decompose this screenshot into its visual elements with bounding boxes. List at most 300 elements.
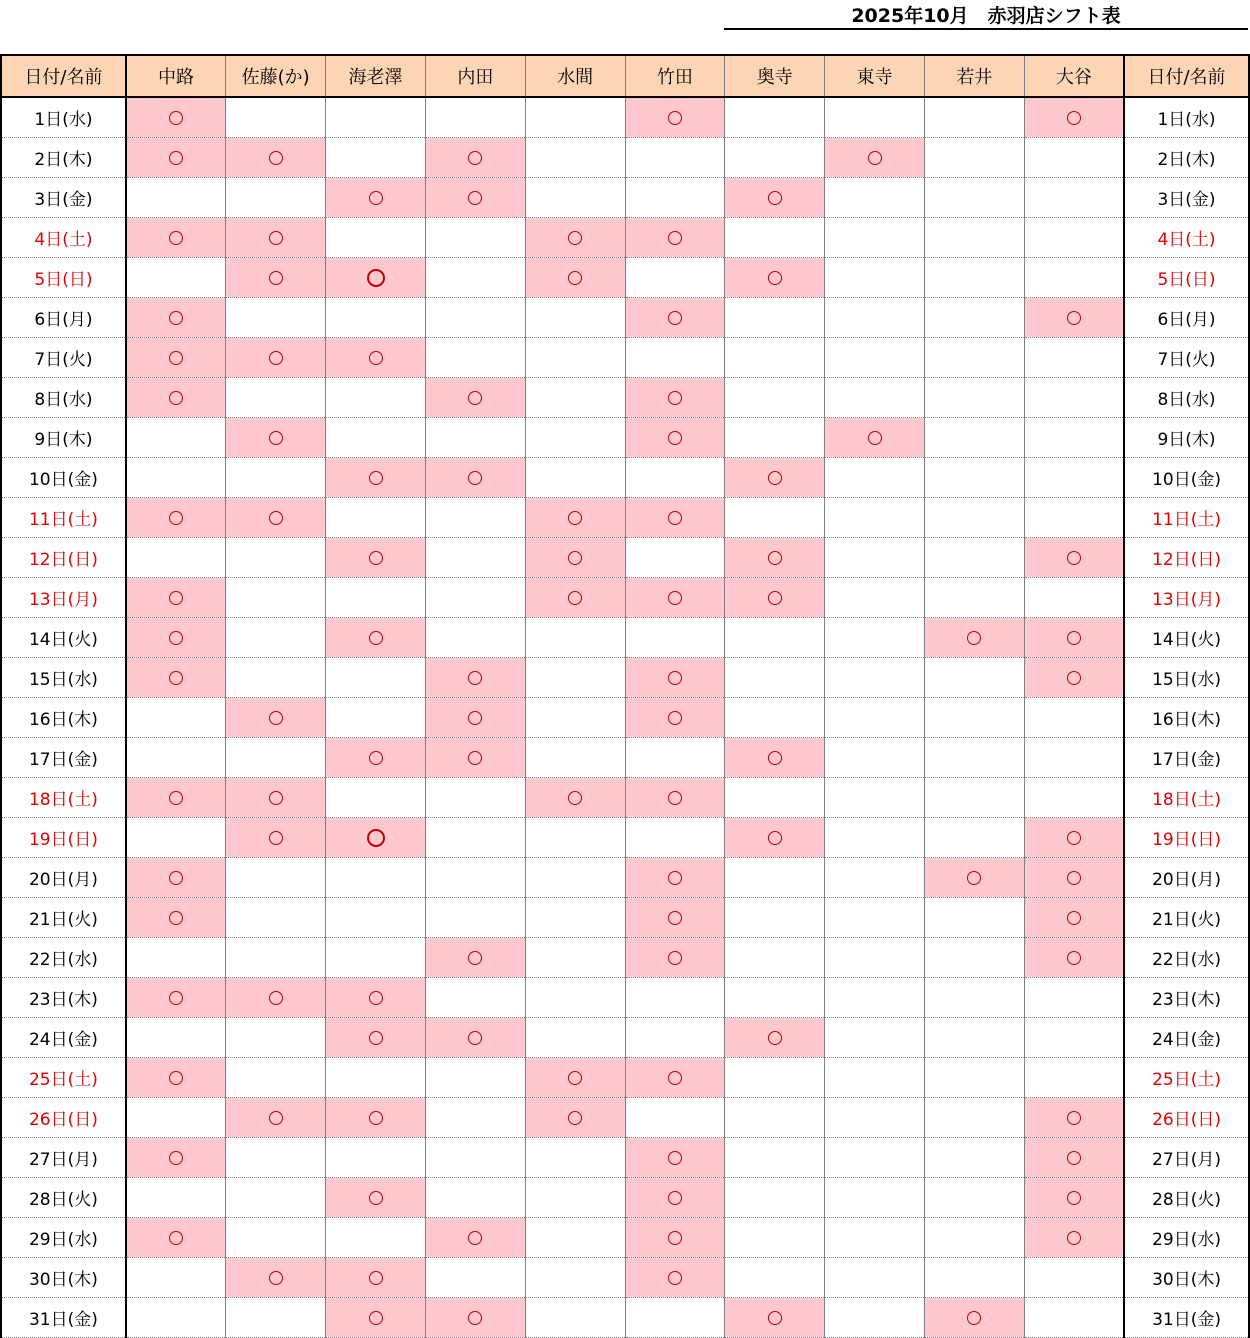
- shift-cell[interactable]: [425, 1098, 525, 1138]
- shift-cell[interactable]: [1024, 978, 1124, 1018]
- shift-cell[interactable]: [825, 258, 925, 298]
- shift-cell[interactable]: [126, 1298, 226, 1338]
- shift-cell[interactable]: [825, 418, 925, 458]
- shift-cell[interactable]: [725, 258, 825, 298]
- shift-cell[interactable]: [425, 178, 525, 218]
- shift-cell[interactable]: [326, 458, 426, 498]
- shift-cell[interactable]: [226, 1258, 326, 1298]
- shift-cell[interactable]: [1024, 1178, 1124, 1218]
- shift-cell[interactable]: [725, 458, 825, 498]
- shift-cell[interactable]: [126, 178, 226, 218]
- date-cell-right[interactable]: 18日(土): [1124, 778, 1249, 818]
- shift-cell[interactable]: [625, 178, 725, 218]
- date-cell[interactable]: 23日(木): [1, 978, 126, 1018]
- shift-cell[interactable]: [226, 1098, 326, 1138]
- date-cell-right[interactable]: 4日(土): [1124, 218, 1249, 258]
- shift-cell[interactable]: [525, 818, 625, 858]
- date-cell-right[interactable]: 16日(木): [1124, 698, 1249, 738]
- shift-cell[interactable]: [725, 978, 825, 1018]
- date-cell[interactable]: 2日(木): [1, 138, 126, 178]
- shift-cell[interactable]: [226, 138, 326, 178]
- shift-cell[interactable]: [226, 898, 326, 938]
- shift-cell[interactable]: [924, 338, 1024, 378]
- shift-cell[interactable]: [825, 658, 925, 698]
- shift-cell[interactable]: [126, 538, 226, 578]
- header-name[interactable]: 佐藤(か): [226, 55, 326, 97]
- shift-cell[interactable]: [725, 418, 825, 458]
- shift-cell[interactable]: [725, 738, 825, 778]
- date-cell-right[interactable]: 28日(火): [1124, 1178, 1249, 1218]
- shift-cell[interactable]: [525, 698, 625, 738]
- date-cell-right[interactable]: 27日(月): [1124, 1138, 1249, 1178]
- shift-cell[interactable]: [1024, 178, 1124, 218]
- date-cell-right[interactable]: 22日(水): [1124, 938, 1249, 978]
- shift-cell[interactable]: [326, 1178, 426, 1218]
- shift-cell[interactable]: [825, 378, 925, 418]
- shift-cell[interactable]: [825, 1178, 925, 1218]
- shift-cell[interactable]: [126, 658, 226, 698]
- shift-cell[interactable]: [625, 138, 725, 178]
- date-cell[interactable]: 4日(土): [1, 218, 126, 258]
- date-cell[interactable]: 29日(水): [1, 1218, 126, 1258]
- shift-cell[interactable]: [226, 298, 326, 338]
- shift-cell[interactable]: [326, 218, 426, 258]
- shift-cell[interactable]: [226, 1138, 326, 1178]
- shift-cell[interactable]: [425, 938, 525, 978]
- shift-cell[interactable]: [924, 778, 1024, 818]
- shift-cell[interactable]: [825, 97, 925, 138]
- shift-cell[interactable]: [725, 338, 825, 378]
- shift-cell[interactable]: [625, 1138, 725, 1178]
- date-cell[interactable]: 31日(金): [1, 1298, 126, 1338]
- shift-cell[interactable]: [825, 1018, 925, 1058]
- shift-cell[interactable]: [1024, 778, 1124, 818]
- shift-cell[interactable]: [725, 698, 825, 738]
- shift-cell[interactable]: [924, 458, 1024, 498]
- shift-cell[interactable]: [425, 138, 525, 178]
- shift-cell[interactable]: [1024, 458, 1124, 498]
- shift-cell[interactable]: [625, 418, 725, 458]
- shift-cell[interactable]: [924, 978, 1024, 1018]
- shift-cell[interactable]: [525, 1298, 625, 1338]
- shift-cell[interactable]: [525, 578, 625, 618]
- shift-cell[interactable]: [326, 618, 426, 658]
- date-cell[interactable]: 19日(日): [1, 818, 126, 858]
- date-cell-right[interactable]: 14日(火): [1124, 618, 1249, 658]
- shift-cell[interactable]: [825, 938, 925, 978]
- date-cell-right[interactable]: 20日(月): [1124, 858, 1249, 898]
- shift-cell[interactable]: [725, 1058, 825, 1098]
- shift-cell[interactable]: [625, 1298, 725, 1338]
- shift-cell[interactable]: [825, 818, 925, 858]
- shift-cell[interactable]: [326, 698, 426, 738]
- shift-cell[interactable]: [525, 1178, 625, 1218]
- shift-cell[interactable]: [425, 858, 525, 898]
- shift-cell[interactable]: [425, 898, 525, 938]
- shift-cell[interactable]: [1024, 618, 1124, 658]
- shift-cell[interactable]: [326, 1218, 426, 1258]
- shift-cell[interactable]: [226, 538, 326, 578]
- shift-cell[interactable]: [126, 1258, 226, 1298]
- shift-cell[interactable]: [825, 978, 925, 1018]
- shift-cell[interactable]: [525, 858, 625, 898]
- shift-cell[interactable]: [326, 1258, 426, 1298]
- shift-cell[interactable]: [825, 498, 925, 538]
- shift-cell[interactable]: [525, 298, 625, 338]
- shift-cell[interactable]: [725, 898, 825, 938]
- shift-cell[interactable]: [625, 1058, 725, 1098]
- shift-cell[interactable]: [725, 1178, 825, 1218]
- shift-cell[interactable]: [326, 858, 426, 898]
- shift-cell[interactable]: [725, 97, 825, 138]
- shift-cell[interactable]: [1024, 498, 1124, 538]
- date-cell[interactable]: 22日(水): [1, 938, 126, 978]
- shift-cell[interactable]: [425, 498, 525, 538]
- shift-cell[interactable]: [1024, 1218, 1124, 1258]
- shift-cell[interactable]: [924, 698, 1024, 738]
- shift-cell[interactable]: [924, 658, 1024, 698]
- date-cell[interactable]: 15日(水): [1, 658, 126, 698]
- shift-cell[interactable]: [625, 938, 725, 978]
- shift-cell[interactable]: [725, 1018, 825, 1058]
- shift-cell[interactable]: [425, 818, 525, 858]
- date-cell-right[interactable]: 1日(水): [1124, 97, 1249, 138]
- shift-cell[interactable]: [525, 618, 625, 658]
- shift-cell[interactable]: [924, 378, 1024, 418]
- header-name[interactable]: 水間: [525, 55, 625, 97]
- shift-cell[interactable]: [924, 538, 1024, 578]
- date-cell-right[interactable]: 29日(水): [1124, 1218, 1249, 1258]
- shift-cell[interactable]: [126, 618, 226, 658]
- shift-cell[interactable]: [625, 1258, 725, 1298]
- shift-cell[interactable]: [425, 1258, 525, 1298]
- shift-cell[interactable]: [924, 818, 1024, 858]
- shift-cell[interactable]: [725, 1138, 825, 1178]
- date-cell-right[interactable]: 13日(月): [1124, 578, 1249, 618]
- date-cell-right[interactable]: 6日(月): [1124, 298, 1249, 338]
- shift-cell[interactable]: [126, 498, 226, 538]
- shift-cell[interactable]: [924, 1098, 1024, 1138]
- shift-cell[interactable]: [425, 618, 525, 658]
- shift-cell[interactable]: [226, 458, 326, 498]
- header-name[interactable]: 大谷: [1024, 55, 1124, 97]
- shift-cell[interactable]: [226, 578, 326, 618]
- shift-cell[interactable]: [126, 378, 226, 418]
- date-cell[interactable]: 10日(金): [1, 458, 126, 498]
- date-cell-right[interactable]: 17日(金): [1124, 738, 1249, 778]
- shift-cell[interactable]: [924, 1298, 1024, 1338]
- shift-cell[interactable]: [126, 218, 226, 258]
- shift-cell[interactable]: [1024, 578, 1124, 618]
- shift-cell[interactable]: [226, 178, 326, 218]
- shift-cell[interactable]: [525, 538, 625, 578]
- shift-cell[interactable]: [725, 1098, 825, 1138]
- shift-cell[interactable]: [924, 1218, 1024, 1258]
- date-cell-right[interactable]: 3日(金): [1124, 178, 1249, 218]
- shift-cell[interactable]: [924, 178, 1024, 218]
- shift-cell[interactable]: [625, 218, 725, 258]
- header-name[interactable]: 中路: [126, 55, 226, 97]
- shift-cell[interactable]: [126, 1178, 226, 1218]
- shift-cell[interactable]: [126, 1058, 226, 1098]
- shift-cell[interactable]: [1024, 218, 1124, 258]
- shift-cell[interactable]: [625, 298, 725, 338]
- shift-cell[interactable]: [1024, 938, 1124, 978]
- shift-cell[interactable]: [425, 418, 525, 458]
- shift-cell[interactable]: [326, 338, 426, 378]
- shift-cell[interactable]: [825, 138, 925, 178]
- shift-cell[interactable]: [126, 138, 226, 178]
- shift-cell[interactable]: [825, 1138, 925, 1178]
- shift-cell[interactable]: [924, 498, 1024, 538]
- date-cell[interactable]: 6日(月): [1, 298, 126, 338]
- shift-cell[interactable]: [126, 978, 226, 1018]
- shift-cell[interactable]: [725, 578, 825, 618]
- shift-cell[interactable]: [1024, 258, 1124, 298]
- shift-cell[interactable]: [1024, 418, 1124, 458]
- header-name[interactable]: 海老澤: [326, 55, 426, 97]
- shift-cell[interactable]: [1024, 1258, 1124, 1298]
- shift-cell[interactable]: [1024, 1058, 1124, 1098]
- date-cell[interactable]: 25日(土): [1, 1058, 126, 1098]
- date-cell[interactable]: 7日(火): [1, 338, 126, 378]
- shift-cell[interactable]: [1024, 818, 1124, 858]
- shift-cell[interactable]: [226, 738, 326, 778]
- shift-cell[interactable]: [924, 858, 1024, 898]
- date-cell[interactable]: 3日(金): [1, 178, 126, 218]
- shift-cell[interactable]: [226, 938, 326, 978]
- shift-cell[interactable]: [525, 458, 625, 498]
- shift-cell[interactable]: [525, 898, 625, 938]
- shift-cell[interactable]: [1024, 898, 1124, 938]
- date-cell-right[interactable]: 10日(金): [1124, 458, 1249, 498]
- shift-cell[interactable]: [326, 1138, 426, 1178]
- shift-cell[interactable]: [924, 938, 1024, 978]
- date-cell[interactable]: 16日(木): [1, 698, 126, 738]
- shift-cell[interactable]: [825, 858, 925, 898]
- shift-cell[interactable]: [1024, 658, 1124, 698]
- date-cell-right[interactable]: 9日(木): [1124, 418, 1249, 458]
- shift-cell[interactable]: [924, 258, 1024, 298]
- shift-cell[interactable]: [525, 1058, 625, 1098]
- shift-cell[interactable]: [725, 378, 825, 418]
- shift-cell[interactable]: [625, 378, 725, 418]
- shift-cell[interactable]: [825, 1298, 925, 1338]
- shift-cell[interactable]: [1024, 298, 1124, 338]
- shift-cell[interactable]: [924, 1018, 1024, 1058]
- shift-cell[interactable]: [924, 898, 1024, 938]
- shift-cell[interactable]: [425, 578, 525, 618]
- date-cell[interactable]: 14日(火): [1, 618, 126, 658]
- shift-cell[interactable]: [126, 1138, 226, 1178]
- shift-cell[interactable]: [126, 738, 226, 778]
- shift-cell[interactable]: [126, 1098, 226, 1138]
- shift-cell[interactable]: [226, 498, 326, 538]
- shift-cell[interactable]: [226, 978, 326, 1018]
- shift-cell[interactable]: [525, 1098, 625, 1138]
- shift-cell[interactable]: [126, 418, 226, 458]
- shift-cell[interactable]: [326, 418, 426, 458]
- shift-cell[interactable]: [625, 818, 725, 858]
- shift-cell[interactable]: [525, 258, 625, 298]
- shift-cell[interactable]: [725, 498, 825, 538]
- date-cell[interactable]: 28日(火): [1, 1178, 126, 1218]
- shift-cell[interactable]: [425, 738, 525, 778]
- shift-cell[interactable]: [326, 738, 426, 778]
- header-name[interactable]: 若井: [924, 55, 1024, 97]
- shift-cell[interactable]: [525, 418, 625, 458]
- shift-cell[interactable]: [625, 258, 725, 298]
- shift-cell[interactable]: [625, 1218, 725, 1258]
- shift-cell[interactable]: [326, 258, 426, 298]
- shift-cell[interactable]: [625, 1018, 725, 1058]
- date-cell-right[interactable]: 30日(木): [1124, 1258, 1249, 1298]
- header-name[interactable]: 竹田: [625, 55, 725, 97]
- shift-cell[interactable]: [226, 658, 326, 698]
- shift-cell[interactable]: [425, 298, 525, 338]
- shift-cell[interactable]: [725, 138, 825, 178]
- shift-cell[interactable]: [326, 97, 426, 138]
- shift-cell[interactable]: [425, 658, 525, 698]
- shift-cell[interactable]: [525, 1258, 625, 1298]
- date-cell[interactable]: 13日(月): [1, 578, 126, 618]
- shift-cell[interactable]: [126, 858, 226, 898]
- shift-cell[interactable]: [924, 298, 1024, 338]
- shift-cell[interactable]: [924, 1258, 1024, 1298]
- shift-cell[interactable]: [1024, 97, 1124, 138]
- shift-cell[interactable]: [1024, 1018, 1124, 1058]
- shift-cell[interactable]: [525, 338, 625, 378]
- shift-cell[interactable]: [425, 1298, 525, 1338]
- shift-cell[interactable]: [725, 818, 825, 858]
- shift-cell[interactable]: [226, 1178, 326, 1218]
- shift-cell[interactable]: [326, 178, 426, 218]
- shift-cell[interactable]: [625, 458, 725, 498]
- header-name[interactable]: 奥寺: [725, 55, 825, 97]
- header-name[interactable]: 東寺: [825, 55, 925, 97]
- header-date-right[interactable]: 日付/名前: [1124, 55, 1249, 97]
- shift-cell[interactable]: [126, 1218, 226, 1258]
- shift-cell[interactable]: [126, 898, 226, 938]
- shift-cell[interactable]: [525, 778, 625, 818]
- shift-cell[interactable]: [326, 778, 426, 818]
- shift-cell[interactable]: [625, 858, 725, 898]
- date-cell-right[interactable]: 26日(日): [1124, 1098, 1249, 1138]
- date-cell[interactable]: 17日(金): [1, 738, 126, 778]
- date-cell[interactable]: 30日(木): [1, 1258, 126, 1298]
- date-cell-right[interactable]: 19日(日): [1124, 818, 1249, 858]
- shift-cell[interactable]: [825, 698, 925, 738]
- shift-cell[interactable]: [725, 778, 825, 818]
- date-cell-right[interactable]: 5日(日): [1124, 258, 1249, 298]
- date-cell[interactable]: 1日(水): [1, 97, 126, 138]
- shift-cell[interactable]: [126, 258, 226, 298]
- date-cell-right[interactable]: 23日(木): [1124, 978, 1249, 1018]
- date-cell[interactable]: 24日(金): [1, 1018, 126, 1058]
- shift-cell[interactable]: [924, 138, 1024, 178]
- shift-cell[interactable]: [226, 858, 326, 898]
- date-cell-right[interactable]: 21日(火): [1124, 898, 1249, 938]
- shift-cell[interactable]: [825, 1058, 925, 1098]
- shift-cell[interactable]: [226, 618, 326, 658]
- shift-cell[interactable]: [226, 97, 326, 138]
- date-cell-right[interactable]: 8日(水): [1124, 378, 1249, 418]
- shift-cell[interactable]: [126, 458, 226, 498]
- date-cell[interactable]: 27日(月): [1, 1138, 126, 1178]
- shift-cell[interactable]: [226, 698, 326, 738]
- shift-cell[interactable]: [825, 1258, 925, 1298]
- shift-cell[interactable]: [326, 578, 426, 618]
- shift-cell[interactable]: [126, 578, 226, 618]
- shift-cell[interactable]: [825, 298, 925, 338]
- shift-cell[interactable]: [625, 498, 725, 538]
- shift-cell[interactable]: [525, 738, 625, 778]
- date-cell-right[interactable]: 24日(金): [1124, 1018, 1249, 1058]
- shift-cell[interactable]: [625, 698, 725, 738]
- shift-cell[interactable]: [924, 218, 1024, 258]
- shift-cell[interactable]: [326, 378, 426, 418]
- shift-cell[interactable]: [326, 538, 426, 578]
- shift-cell[interactable]: [725, 858, 825, 898]
- shift-cell[interactable]: [725, 658, 825, 698]
- shift-cell[interactable]: [226, 1018, 326, 1058]
- shift-cell[interactable]: [825, 578, 925, 618]
- date-cell-right[interactable]: 15日(水): [1124, 658, 1249, 698]
- shift-cell[interactable]: [425, 378, 525, 418]
- shift-cell[interactable]: [425, 1218, 525, 1258]
- shift-cell[interactable]: [226, 378, 326, 418]
- shift-cell[interactable]: [725, 618, 825, 658]
- shift-cell[interactable]: [725, 1218, 825, 1258]
- shift-cell[interactable]: [625, 97, 725, 138]
- shift-cell[interactable]: [326, 978, 426, 1018]
- shift-cell[interactable]: [425, 1138, 525, 1178]
- shift-cell[interactable]: [725, 938, 825, 978]
- shift-cell[interactable]: [924, 738, 1024, 778]
- date-cell[interactable]: 20日(月): [1, 858, 126, 898]
- shift-cell[interactable]: [825, 458, 925, 498]
- date-cell[interactable]: 8日(水): [1, 378, 126, 418]
- shift-cell[interactable]: [126, 778, 226, 818]
- shift-cell[interactable]: [425, 458, 525, 498]
- shift-cell[interactable]: [625, 618, 725, 658]
- header-name[interactable]: 内田: [425, 55, 525, 97]
- shift-cell[interactable]: [625, 1098, 725, 1138]
- shift-cell[interactable]: [825, 1218, 925, 1258]
- date-cell[interactable]: 18日(土): [1, 778, 126, 818]
- shift-cell[interactable]: [326, 818, 426, 858]
- shift-cell[interactable]: [825, 338, 925, 378]
- shift-cell[interactable]: [326, 138, 426, 178]
- shift-cell[interactable]: [625, 978, 725, 1018]
- shift-cell[interactable]: [226, 778, 326, 818]
- date-cell-right[interactable]: 31日(金): [1124, 1298, 1249, 1338]
- date-cell[interactable]: 21日(火): [1, 898, 126, 938]
- date-cell-right[interactable]: 25日(土): [1124, 1058, 1249, 1098]
- shift-cell[interactable]: [1024, 1138, 1124, 1178]
- shift-cell[interactable]: [625, 538, 725, 578]
- shift-cell[interactable]: [924, 578, 1024, 618]
- shift-cell[interactable]: [525, 938, 625, 978]
- shift-cell[interactable]: [1024, 538, 1124, 578]
- shift-cell[interactable]: [525, 378, 625, 418]
- shift-cell[interactable]: [924, 1178, 1024, 1218]
- shift-cell[interactable]: [825, 1098, 925, 1138]
- shift-cell[interactable]: [1024, 338, 1124, 378]
- shift-cell[interactable]: [425, 1058, 525, 1098]
- shift-cell[interactable]: [226, 1218, 326, 1258]
- shift-cell[interactable]: [326, 658, 426, 698]
